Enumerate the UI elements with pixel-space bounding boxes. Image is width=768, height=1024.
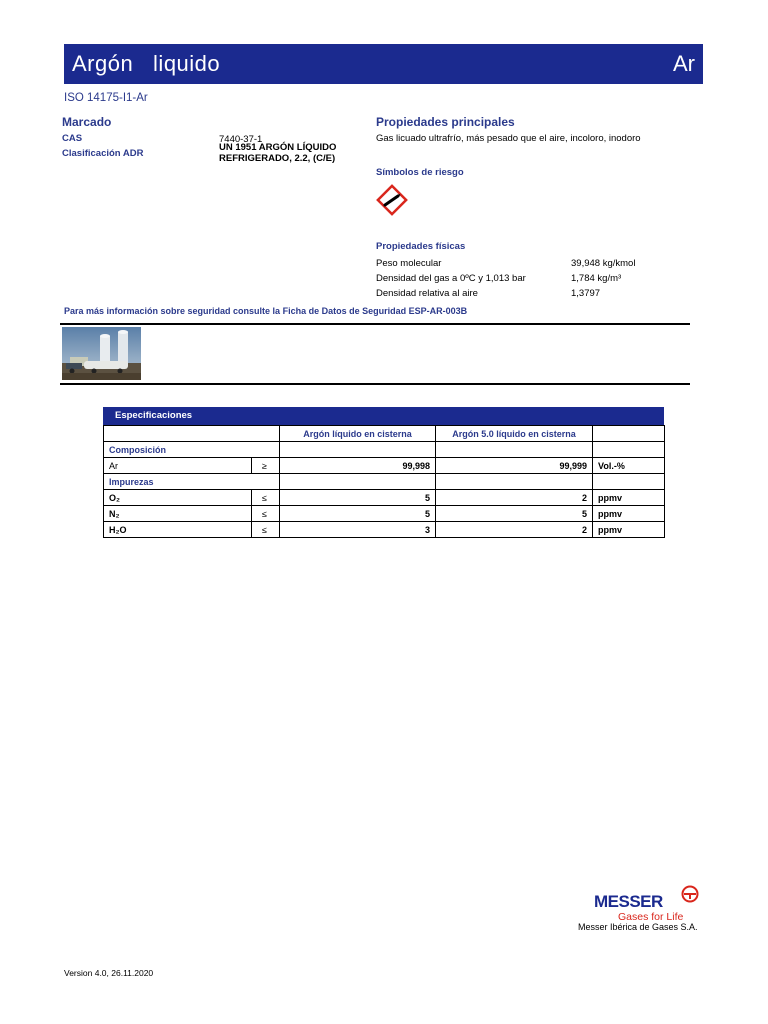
value-cisterna: 5 [280,490,436,506]
operator: ≤ [252,490,280,506]
empty-cell [280,442,436,458]
peso-molecular-label: Peso molecular [376,258,442,269]
densidad-gas-value: 1,784 kg/m³ [571,273,622,284]
messer-emblem-icon [681,885,699,903]
value-5-0-cisterna: 99,999 [436,458,593,474]
empty-cell [280,474,436,490]
unit: ppmv [593,506,665,522]
table-row [104,506,665,522]
composicion-label: Composición [104,442,252,458]
version-footer: Version 4.0, 26.11.2020 [64,968,154,978]
value-cisterna: 5 [280,506,436,522]
empty-cell [436,442,593,458]
operator: ≥ [252,458,280,474]
adr-label: Clasificación ADR [62,148,144,159]
component-name: N₂ [104,506,252,522]
value-5-0-cisterna: 5 [436,506,593,522]
logo-tagline: Gases for Life [618,911,684,923]
adr-value-line2: REFRIGERADO, 2.2, (C/E) [219,153,336,164]
spec-col-header-1: Argón líquido en cisterna [280,426,436,442]
spec-col-header-2: Argón 5.0 líquido en cisterna [436,426,593,442]
propiedades-fisicas-heading: Propiedades físicas [376,241,466,252]
propiedades-principales-text: Gas licuado ultrafrío, más pesado que el aire, incoloro, inodoro [376,133,641,144]
spec-grid [103,425,665,538]
iso-code: ISO 14175-I1-Ar [64,92,148,104]
table-row [104,490,665,506]
title-bar [64,44,703,84]
operator: ≤ [252,522,280,538]
empty-cell [252,474,280,490]
impurezas-label: Impurezas [104,474,252,490]
adr-value-line1: UN 1951 ARGÓN LÍQUIDO [219,142,337,153]
densidad-gas-label: Densidad del gas a 0ºC y 1,013 bar [376,273,526,284]
gas-cylinder-hazard-icon [376,184,408,216]
storage-tanks-photo [62,327,141,380]
spec-header-empty [104,426,280,442]
unit: ppmv [593,522,665,538]
empty-cell [593,474,665,490]
densidad-relativa-value: 1,3797 [571,288,601,299]
cas-label: CAS [62,133,83,144]
spec-column-headers [104,426,665,442]
marcado-heading: Marcado [62,115,112,129]
empty-cell [252,442,280,458]
densidad-relativa-label: Densidad relativa al aire [376,288,478,299]
component-name: O₂ [104,490,252,506]
specifications-table [103,407,664,538]
safety-info-note: Para más información sobre seguridad consulte la Ficha de Datos de Seguridad ESP-AR-003B [64,306,468,316]
table-row [104,522,665,538]
empty-cell [593,442,665,458]
value-5-0-cisterna: 2 [436,522,593,538]
composicion-row [104,442,665,458]
value-5-0-cisterna: 2 [436,490,593,506]
empty-cell [436,474,593,490]
impurezas-row [104,474,665,490]
component-name: Ar [104,458,252,474]
peso-molecular-value: 39,948 kg/kmol [571,258,636,269]
logo-brand: MESSER [594,892,663,911]
company-name: Messer Ibérica de Gases S.A. [578,922,698,932]
operator: ≤ [252,506,280,522]
chemical-symbol: Ar [673,51,695,76]
cas-value: 7440-37-1 [219,134,263,145]
spec-header-unit-empty [593,426,665,442]
adr-value [219,142,336,164]
unit: ppmv [593,490,665,506]
divider-top [60,323,690,325]
page-title: Argón liquido [72,51,221,76]
value-cisterna: 99,998 [280,458,436,474]
table-row [104,458,665,474]
simbolos-heading: Símbolos de riesgo [376,167,464,178]
value-cisterna: 3 [280,522,436,538]
component-name: H₂O [104,522,252,538]
propiedades-principales-heading: Propiedades principales [376,115,515,129]
specifications-header: Especificaciones [103,407,664,425]
divider-bottom [60,383,690,385]
unit: Vol.-% [593,458,665,474]
